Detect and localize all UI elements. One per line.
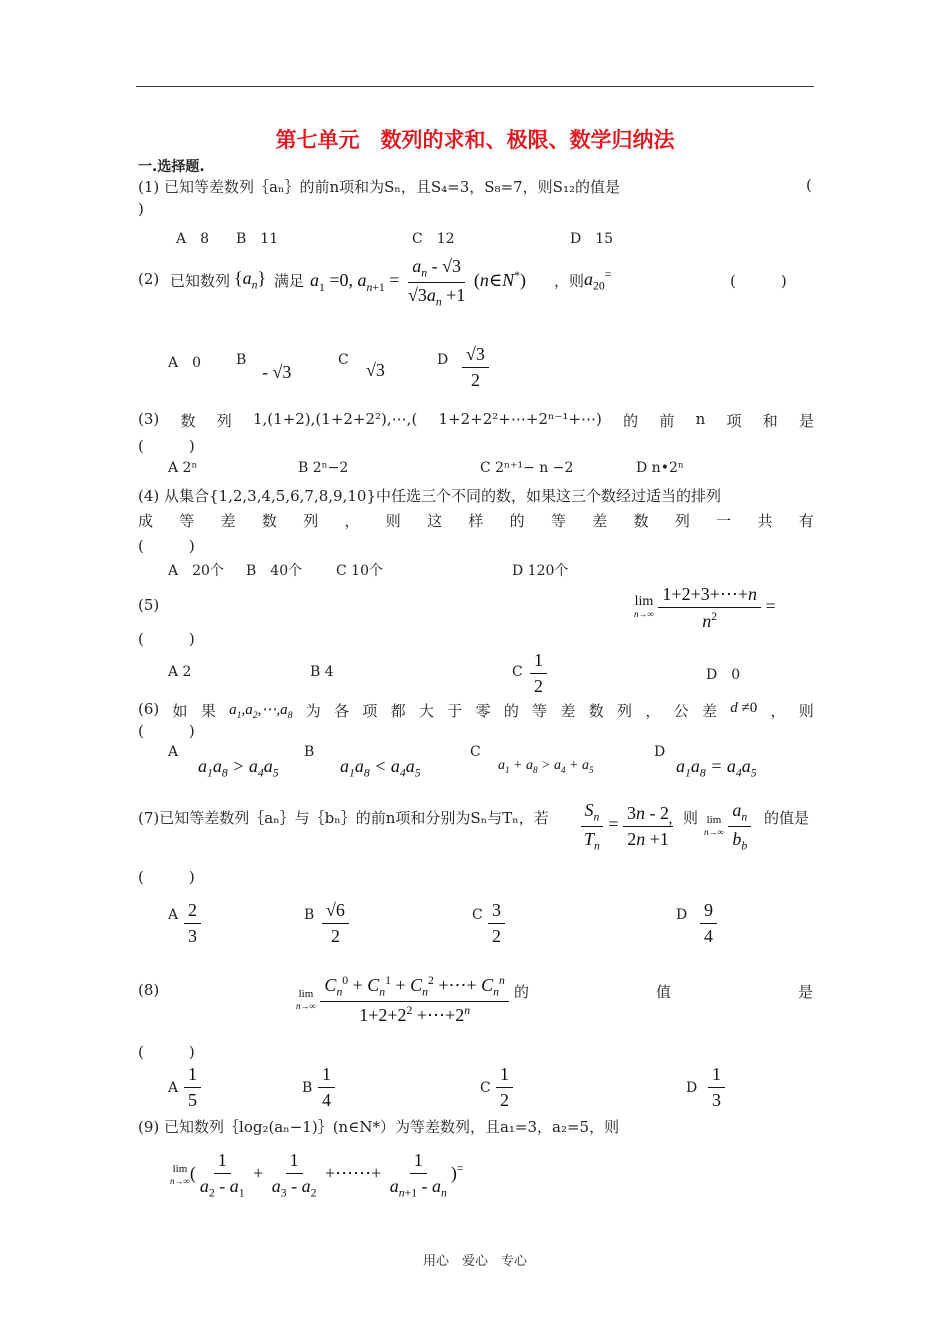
q6-stem: (6) 如 果 $a_1,a_2,\cdots,a_8$ 为 各 项 都 大 于 零 的 等 差 数 列 ， 公 差 d ≠0 ， 则: [138, 700, 814, 721]
q7-limit: lim n→∞ $\frac{a_n}{b_b}$: [704, 800, 751, 852]
q7-option-b: B: [304, 907, 315, 923]
q3-option-b: B 2ⁿ−2: [298, 460, 349, 476]
q8-option-b-value: $\frac{1}{4}$: [318, 1064, 335, 1111]
q7-ratio: $\frac{S_n}{T_n}$ = $\frac{3n - 2}{2n +1}$: [580, 800, 673, 852]
q5-option-b: B 4: [310, 664, 334, 680]
q5-option-a: A 2: [168, 664, 192, 680]
q7-option-a-value: $\frac{2}{3}$: [184, 900, 201, 947]
q1-stem: (1) 已知等差数列｛aₙ｝的前n项和为Sₙ，且S₄=3，S₈=7，则S₁₂的值是: [138, 178, 620, 196]
q5-num: (5): [138, 596, 160, 614]
q2-text2: 满足: [274, 272, 305, 290]
q2-option-c-value: √3: [366, 360, 385, 380]
q7-option-c: C: [472, 907, 483, 923]
q4-line1: (4) 从集合{1,2,3,4,5,6,7,8,9,10}中任选三个不同的数，如果这三个数经过适当的排列: [138, 487, 721, 505]
q3-option-a: A 2ⁿ: [168, 460, 198, 476]
q8-option-d: D: [686, 1080, 698, 1096]
q5-option-c: C: [512, 664, 523, 680]
q5-option-d: D 0: [706, 667, 741, 683]
q8-paren: ( ): [138, 1043, 195, 1061]
q6-option-b-value: $a_1a_8 < a_4a_5$: [340, 756, 421, 780]
q4-option-c: C 10个: [336, 563, 383, 579]
q2-option-c: C: [338, 352, 349, 368]
q7-text3: 的值是: [764, 809, 810, 827]
q6-option-d-value: $a_1a_8 = a_4a_5$: [676, 756, 757, 780]
q2-option-d: D: [437, 352, 449, 368]
q2-text1: 已知数列: [170, 272, 231, 290]
q7-option-c-value: $\frac{3}{2}$: [488, 900, 505, 947]
q4-option-a: A 20个: [168, 563, 224, 579]
header-rule: [136, 86, 814, 87]
q6-option-a: A: [168, 744, 179, 760]
q7-option-d: D: [676, 907, 688, 923]
q2-paren: ( ): [730, 272, 787, 290]
q6-option-d: D: [654, 744, 666, 760]
q7-text2: ，则: [668, 809, 699, 827]
q5-formula: lim n→∞ $\frac{1+2+3+\cdots+n}{n^2}$ =: [634, 584, 776, 631]
q5-paren: ( ): [138, 630, 195, 648]
q1-option-d: D 15: [570, 231, 614, 247]
q2-option-a: A 0: [168, 355, 202, 371]
q7-stem: (7)已知等差数列｛aₙ｝与｛bₙ｝的前n项和分别为Sₙ与Tₙ，若: [138, 809, 549, 827]
q9-stem: (9) 已知数列｛log₂(aₙ−1)｝(n∈N*）为等差数列，且a₁=3，a₂=5，则: [138, 1118, 620, 1136]
unit-title: 第七单元 数列的求和、极限、数学归纳法: [275, 128, 675, 152]
q3-stem: (3) 数 列 1,(1+2),(1+2+2²),⋯,( 1+2+2²+⋯+2ⁿ⁻¹+⋯) 的 前 n 项 和 是: [138, 410, 814, 430]
q8-w1: 的: [514, 983, 530, 1001]
q6-paren: ( ): [138, 722, 195, 740]
q3-option-d: D n•2ⁿ: [636, 460, 684, 476]
q2-a20: $a_{20}^=$: [584, 268, 612, 293]
q9-formula: lim n→∞ ( $\frac{1}{a_2 - a_1}$ + $\frac{1}{a_3 - a_2}$ +⋯⋯+ $\frac{1}{a_{n+1} - a_n}$ )=: [170, 1150, 464, 1200]
q8-option-c-value: $\frac{1}{2}$: [496, 1064, 513, 1111]
q7-paren: ( ): [138, 868, 195, 886]
q6-option-c: C: [470, 744, 481, 760]
q2-seq: $\{a_n\}$: [234, 268, 267, 292]
q4-option-d: D 120个: [512, 563, 569, 579]
q1-option-c: C 12: [412, 231, 455, 247]
q2-option-b-value: - √3: [262, 362, 292, 382]
q8-option-d-value: $\frac{1}{3}$: [708, 1064, 725, 1111]
q6-option-b: B: [304, 744, 315, 760]
q8-option-a-value: $\frac{1}{5}$: [184, 1064, 201, 1111]
q3-option-c: C 2ⁿ⁺¹− n −2: [480, 460, 574, 476]
q4-option-b: B 40个: [246, 563, 303, 579]
q2-formula: $a_1 =0$, $a_{n+1}$ = $\frac{a_n - √3}{√3a_n +1}$ (n∈N*): [310, 256, 527, 309]
q7-option-b-value: $\frac{√6}{2}$: [322, 900, 349, 947]
q5-option-c-value: $\frac{1}{2}$: [530, 650, 547, 697]
footer: 用心 爱心 专心: [422, 1254, 527, 1269]
q6-d: d ≠0: [730, 700, 758, 716]
q1-option-b: B 11: [236, 231, 279, 247]
q8-option-a: A: [168, 1080, 179, 1096]
q8-option-b: B: [302, 1080, 313, 1096]
q3-paren: ( ): [138, 437, 195, 455]
q8-option-c: C: [480, 1080, 491, 1096]
q8-num: (8): [138, 981, 160, 999]
q2-text3: ，则: [554, 272, 585, 290]
q1-option-a: A 8: [176, 231, 210, 247]
q2-option-d-value: $\frac{√3}{2}$: [462, 344, 489, 391]
q4-paren: ( ): [138, 537, 195, 555]
q6-option-c-value: $a_1 + a_8 > a_4 + a_5$: [498, 758, 594, 775]
q1-paren: (: [806, 176, 812, 194]
q8-formula: lim n→∞ $\frac{C_n^0 + C_n^1 + C_n^2 +\cdots+ C_n^n}{1+2+2^2 +\cdots+2^n}$: [296, 974, 509, 1026]
q2-option-b: B: [236, 352, 247, 368]
q4-line2: 成 等 差 数 列 ， 则 这 样 的 等 差 数 列 一 共 有: [138, 512, 814, 530]
q8-w2: 值: [656, 983, 672, 1001]
section-heading: 一.选择题.: [138, 159, 205, 175]
q7-option-a: A: [168, 907, 179, 923]
q6-seq: $a_1,a_2,\cdots,a_8$: [229, 702, 293, 721]
q7-option-d-value: $\frac{9}{4}$: [700, 900, 717, 947]
q8-w3: 是: [798, 983, 814, 1001]
q1-paren-close: ): [138, 200, 144, 218]
q2-num: (2): [138, 270, 160, 288]
q6-option-a-value: $a_1a_8 > a_4a_5$: [198, 756, 279, 780]
